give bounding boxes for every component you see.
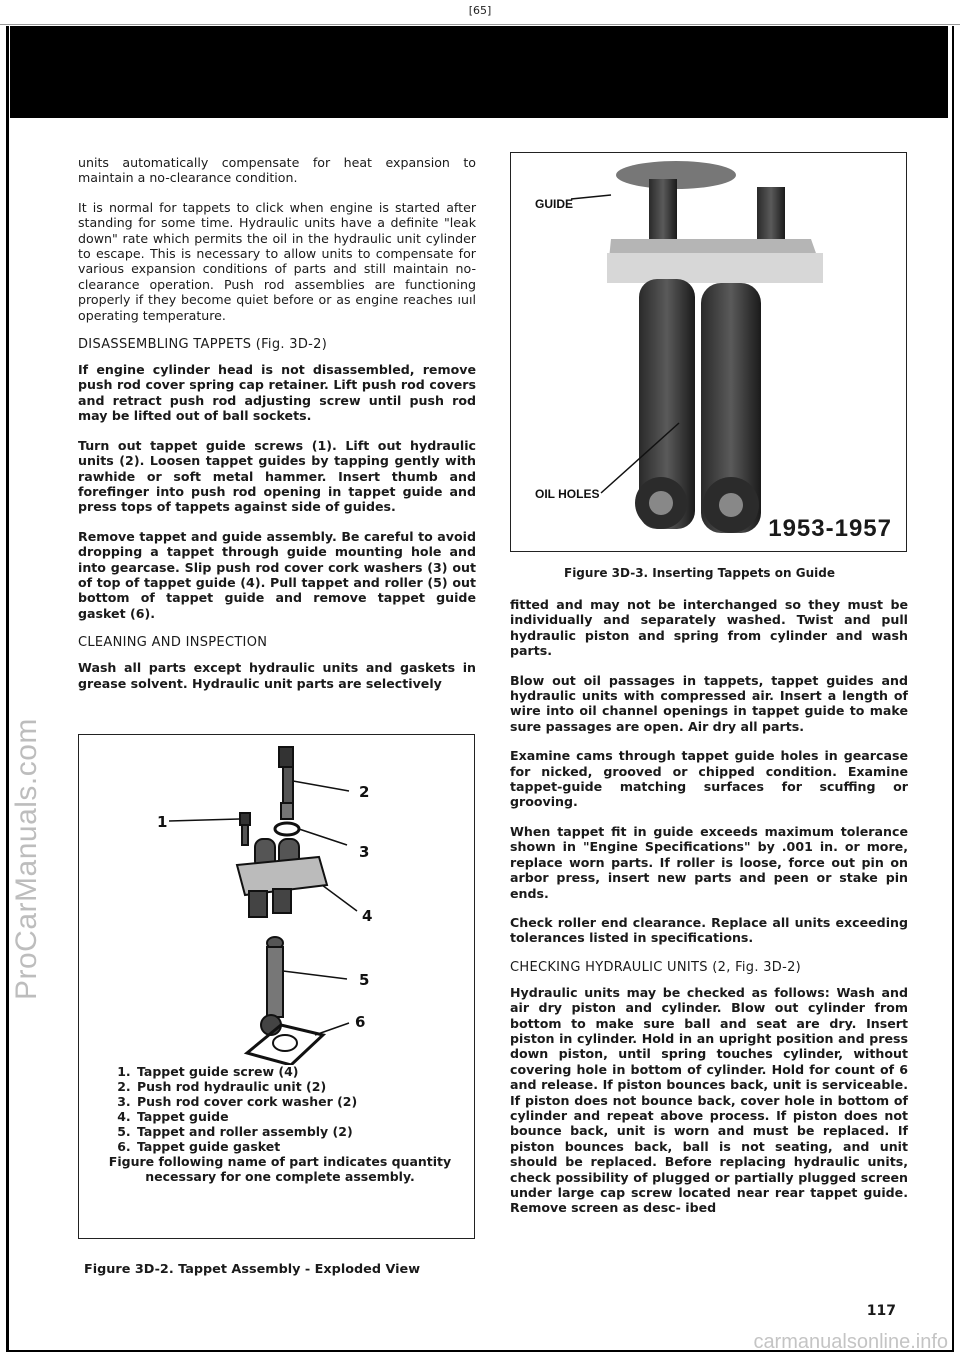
right-text-column <box>510 597 908 1230</box>
paragraph: fitted and may not be interchanged so they must be individually and separately washed. Twist and pull hydraulic piston and spring from cylinder and wash parts. <box>510 597 908 659</box>
callout-4: 4 <box>362 907 373 925</box>
legend-item: 2. Push rod hydraulic unit (2) <box>135 1079 455 1094</box>
legend-note: Figure following name of part indicates quantity necessary for one complete assembly. <box>108 1154 452 1184</box>
figure-legend <box>105 1064 455 1184</box>
left-border <box>6 26 9 1352</box>
paragraph: Turn out tappet guide screws (1). Lift out hydraulic units (2). Loosen tappet guides by tapping gently with rawhide or soft metal hammer. Insert thumb and forefinger into push rod opening in tappet guide and press tops of tappets against side of guides. <box>78 437 476 515</box>
page-marker: [65] <box>468 4 492 17</box>
right-border <box>952 26 954 1352</box>
figure-3d3-caption: Figure 3D-3. Inserting Tappets on Guide <box>564 566 835 580</box>
legend-item: 3. Push rod cover cork washer (2) <box>135 1094 455 1109</box>
figure-3d2-exploded-view <box>78 734 475 1239</box>
legend-item: 6. Tappet guide gasket <box>135 1139 455 1154</box>
figure-3d3-photo <box>510 152 907 552</box>
paragraph: Examine cams through tappet guide holes in gearcase for nicked, grooved or chipped condition. Examine tappet-guide matching surfaces for scuffing or grooving. <box>510 748 908 810</box>
paragraph: units automatically compensate for heat expansion to maintain a no-clearance condition. <box>78 155 476 186</box>
paragraph: When tappet fit in guide exceeds maximum tolerance shown in "Engine Specifications" by .001 in. or more, replace worn parts. If roller is loose, force out pin on arbor press, insert new parts and peen or stake pin ends. <box>510 823 908 901</box>
callout-2: 2 <box>359 783 370 801</box>
section-heading-cleaning: CLEANING AND INSPECTION <box>78 635 268 651</box>
legend-item: 5. Tappet and roller assembly (2) <box>135 1124 455 1139</box>
callout-3: 3 <box>359 843 370 861</box>
page-number: 117 <box>866 1303 896 1319</box>
exploded-view-illustration <box>79 735 476 1065</box>
footer-watermark: carmanualsonline.info <box>753 1331 948 1353</box>
paragraph: Remove tappet and guide assembly. Be careful to avoid dropping a tappet through guide mounting hole and into gearcase. Slip push rod cover cork washers (3) out of top of tappet guide (4). Pull tappet and roller (5) out bottom of tappet guide and remove tappet guide gasket (6). <box>78 528 476 621</box>
legend-item: 1. Tappet guide screw (4) <box>135 1064 455 1079</box>
year-range: 1953-1957 <box>768 515 892 542</box>
callout-6: 6 <box>355 1013 366 1031</box>
legend-item: 4. Tappet guide <box>135 1109 455 1124</box>
callout-5: 5 <box>359 971 370 989</box>
paragraph: Wash all parts except hydraulic units and gaskets in grease solvent. Hydraulic unit parts are selectively <box>78 660 476 691</box>
header-band <box>10 26 948 118</box>
paragraph: Check roller end clearance. Replace all units exceeding tolerances listed in specifications. <box>510 914 908 946</box>
section-heading-checking: CHECKING HYDRAULIC UNITS (2, Fig. 3D-2) <box>510 959 802 975</box>
callout-1: 1 <box>157 813 168 831</box>
section-heading-disassembling: DISASSEMBLING TAPPETS (Fig. 3D-2) <box>78 337 328 353</box>
label-guide: GUIDE <box>535 197 574 211</box>
paragraph: It is normal for tappets to click when engine is started after standing for some time. Hydraulic units have a definite "leak down" rate which permits the oil in the hydraulic unit cylinder to escape. This is necessary to allow units to compensate for various expansion conditions of parts and still maintain no-clearance operation. Push rod assemblies are functioning properly if they become quiet before or as engine reaches ıuıl operating temperature. <box>78 199 476 323</box>
top-rule <box>0 24 960 25</box>
side-watermark: ProCarManuals.com <box>10 718 43 1000</box>
figure-3d2-caption: Figure 3D-2. Tappet Assembly - Exploded View <box>84 1262 421 1277</box>
left-text-column <box>78 155 476 705</box>
paragraph: Blow out oil passages in tappets, tappet guides and hydraulic units with compressed air. Insert a length of wire into oil channel openings in tappet guide to make sure passages are open. Air dry all parts. <box>510 672 908 734</box>
label-oil-holes: OIL HOLES <box>535 487 600 501</box>
paragraph: If engine cylinder head is not disassembled, remove push rod cover spring cap retainer. Lift push rod covers and retract push rod adjusting screw until push rod may be lifted out of ball sockets. <box>78 362 476 424</box>
paragraph: Hydraulic units may be checked as follows: Wash and air dry piston and cylinder. Blow out cylinder from bottom to make sure ball and seat are dry. Insert piston in cylinder. Hold in an upright position and press down piston, until spring touches cylinder, without covering hole in bottom of cylinder. Hold for count of 6 and release. If piston bounces back, unit is serviceable. If piston does not bounce back, cover hole in bottom of cylinder and repeat above process. If piston does not bounce back, unit is worn and must be replaced. If piston bounces back, ball is not seating, and unit should be replaced. Before replacing hydraulic units, check possibility of plugged or partially plugged screen under large cap screw located near rear tappet guide. Remove screen as desc- ibed <box>510 984 908 1216</box>
